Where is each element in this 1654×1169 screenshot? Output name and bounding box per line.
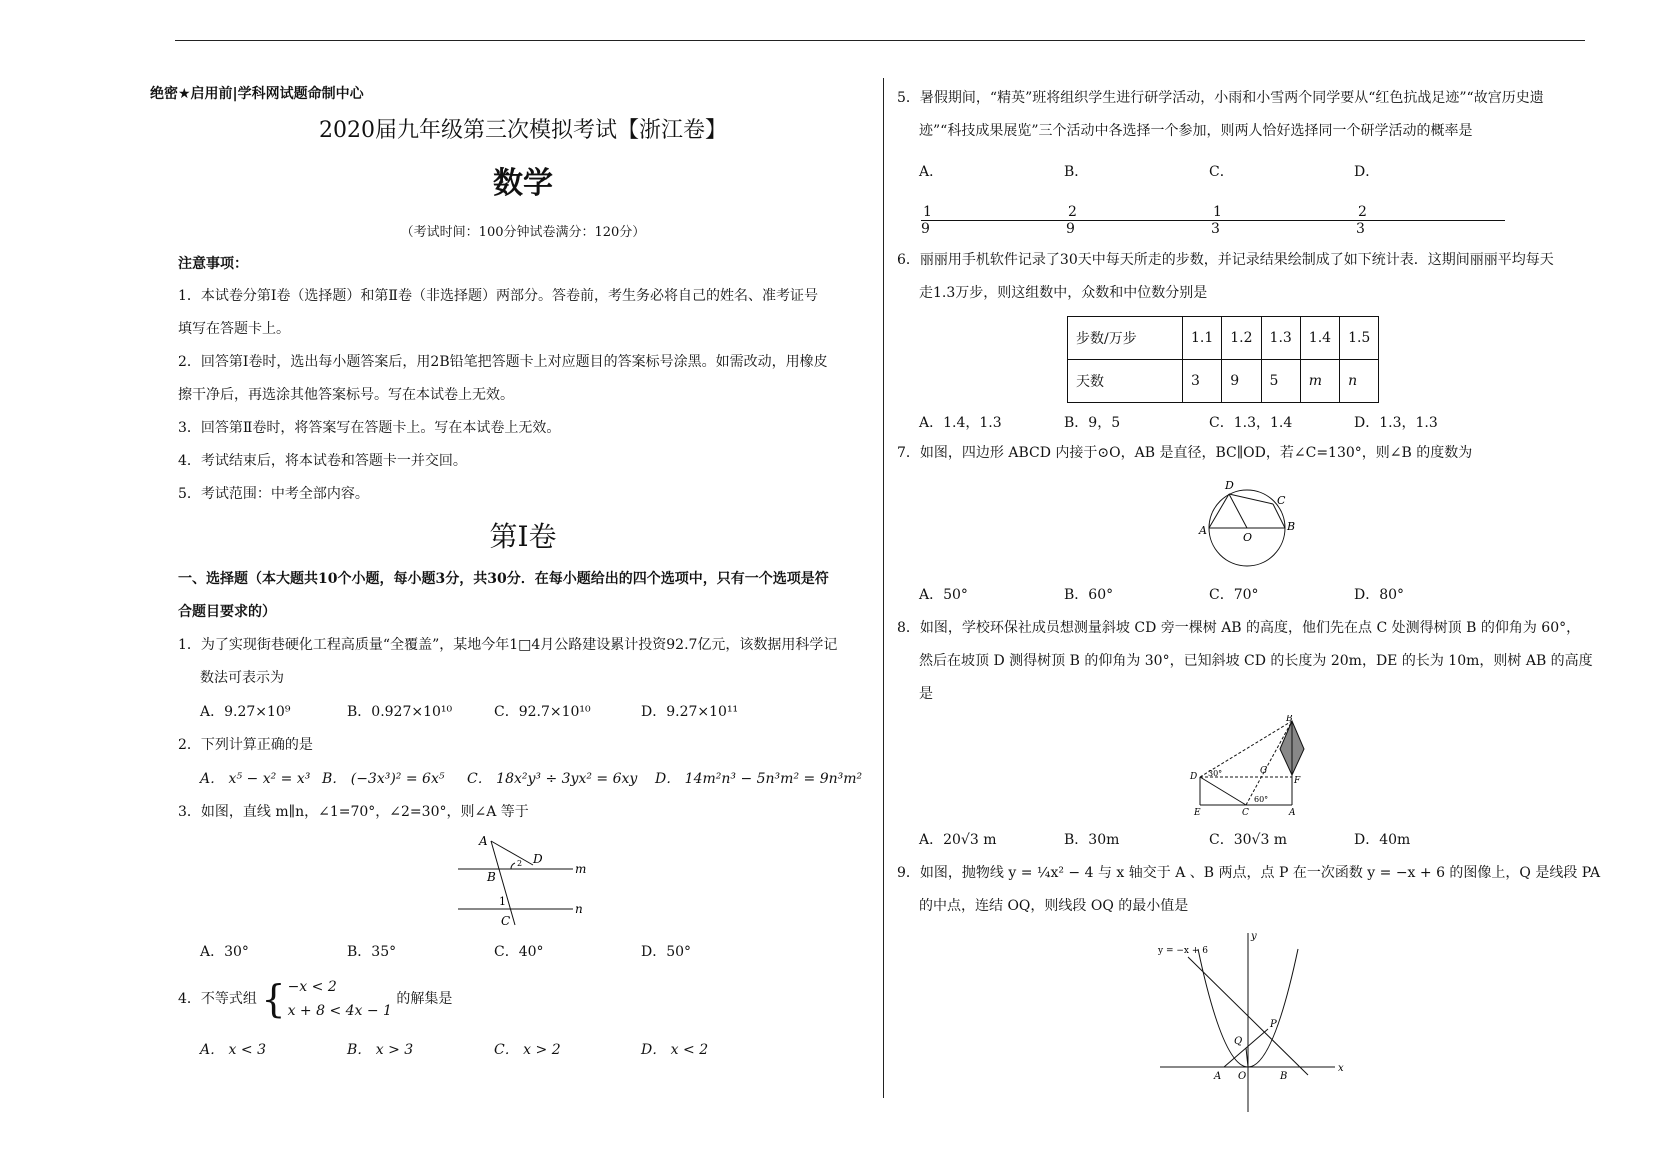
note-line: 填写在答题卡上。 (178, 321, 290, 337)
label-x: x (1337, 1063, 1344, 1074)
q1-options (178, 695, 868, 729)
q6-stem: 6．丽丽用手机软件记录了30天中每天所走的步数，并记录结果绘制成了如下统计表．这期间丽丽平均每天 (897, 252, 1554, 268)
right-column (897, 82, 1602, 1121)
option: A．20√3 m (919, 832, 997, 848)
table-cell: n (1340, 360, 1379, 403)
q1-stem: 1．为了实现街巷硬化工程高质量“全覆盖”，某地今年1□4月公路建设累计投资92.7亿元，该数据用科学记 (178, 637, 838, 653)
label-a: A (1288, 808, 1295, 818)
q8-stem-cont: 然后在坡顶 D 测得树顶 B 的仰角为 30°，已知斜坡 CD 的长度为 20m，DE 的长为 10m，则树 AB 的高度 (919, 653, 1593, 669)
table-cell: 1.5 (1340, 317, 1379, 360)
denominator: 3 (1211, 220, 1220, 237)
option: C．40° (494, 944, 544, 960)
q9-figure (1150, 927, 1350, 1117)
label-c: C (1241, 808, 1249, 818)
q8-options (897, 823, 1602, 857)
option: C． 18x²y³ ÷ 3yx² = 6xy (467, 771, 638, 787)
option: B．0.927×10¹⁰ (347, 704, 453, 720)
numerator: 2 (1066, 204, 1215, 221)
table-cell: 天数 (1068, 360, 1183, 403)
denominator: 9 (1066, 220, 1075, 237)
note-line: 3．回答第Ⅱ卷时，将答案写在答题卡上。写在本试卷上无效。 (178, 420, 561, 436)
q4-ineq-2: x + 8 < 4x − 1 (287, 1003, 392, 1019)
option: A．50° (919, 587, 968, 603)
q3-options (178, 935, 868, 969)
fraction (1356, 204, 1501, 237)
option: C． x > 2 (494, 1042, 561, 1058)
option: D．40m (1354, 832, 1411, 848)
label-b: B (1285, 715, 1293, 724)
option: C．30√3 m (1209, 832, 1288, 848)
label-p: P (1269, 1019, 1277, 1030)
option: C．1.3，1.4 (1209, 415, 1293, 431)
label-30: 30° (1207, 769, 1222, 778)
label-line: y = −x + 6 (1157, 946, 1208, 956)
q8-stem-cont2: 是 (919, 686, 933, 702)
label-y: y (1250, 931, 1257, 942)
label-c: C (501, 914, 511, 928)
segment-od (1229, 494, 1247, 528)
option: D． 14m²n³ − 5n³m² = 9n³m² (655, 771, 863, 787)
label-a: A (1213, 1071, 1221, 1082)
label-b: B (1279, 1071, 1287, 1082)
q9-stem-cont: 的中点，连结 OQ，则线段 OQ 的最小值是 (919, 898, 1189, 914)
q4-options (178, 1033, 868, 1067)
q8-stem: 8．如图，学校环保社成员想测量斜坡 CD 旁一棵树 AB 的高度，他们先在点 C 处测得树顶 B 的仰角为 60°， (897, 620, 1581, 636)
option (1064, 148, 1209, 244)
q4-stem (178, 975, 868, 1023)
denominator: 9 (921, 220, 930, 237)
note-line: 4．考试结束后，将本试卷和答题卡一并交回。 (178, 453, 467, 469)
exam-info: （考试时间：100分钟试卷满分：120分） (400, 225, 646, 240)
label-e: E (1193, 808, 1201, 818)
q8-figure (1180, 715, 1320, 819)
fraction (1066, 204, 1211, 237)
option: B．9，5 (1064, 415, 1121, 431)
label-o: O (1237, 1071, 1246, 1082)
label-a: A (1198, 524, 1207, 537)
q4-inequality-system (261, 975, 392, 1023)
q4-prefix: 4．不等式组 (178, 991, 257, 1007)
option: D． x < 2 (641, 1042, 709, 1058)
secret-mark: 绝密★启用前|学科网试题命制中心 (150, 86, 364, 102)
section-heading-cont: 合题目要求的） (178, 604, 276, 620)
option: C．70° (1209, 587, 1259, 603)
exam-title: 2020届九年级第三次模拟考试【浙江卷】 (319, 118, 727, 143)
numerator: 2 (1356, 204, 1505, 221)
label-n: n (575, 902, 583, 916)
q3-stem: 3．如图，直线 m∥n，∠1=70°，∠2=30°，则∠A 等于 (178, 804, 529, 820)
table-row (1068, 360, 1379, 403)
option-label: B． (1064, 164, 1089, 180)
option: B．60° (1064, 587, 1114, 603)
numerator: 1 (921, 204, 1070, 221)
table-cell: m (1300, 360, 1339, 403)
table-cell: 1.1 (1183, 317, 1222, 360)
option-label: A． (919, 164, 944, 180)
table-cell: 步数/万步 (1068, 317, 1183, 360)
label-m: m (575, 862, 587, 876)
label-c: C (1276, 494, 1285, 507)
option: B． x > 3 (347, 1042, 414, 1058)
label-q: Q (1233, 1036, 1242, 1047)
option: D．9.27×10¹¹ (641, 704, 739, 720)
option: C．92.7×10¹⁰ (494, 704, 591, 720)
q6-options (897, 409, 1602, 437)
option-label: C． (1209, 164, 1234, 180)
fraction (921, 204, 1066, 237)
note-line: 1．本试卷分第Ⅰ卷（选择题）和第Ⅱ卷（非选择题）两部分。答卷前，考生务必将自己的姓名、准考证号 (178, 288, 818, 304)
q7-stem: 7．如图，四边形 ABCD 内接于⊙O，AB 是直径，BC∥OD，若∠C=130°，则∠B 的度数为 (897, 445, 1473, 461)
volume-title: 第Ⅰ卷 (489, 520, 557, 553)
label-b: B (1286, 520, 1295, 533)
label-f: F (1293, 776, 1300, 786)
note-line: 擦干净后，再选涂其他答案标号。写在本试卷上无效。 (178, 387, 514, 403)
label-g: G (1259, 766, 1267, 776)
q4-ineq-1: −x < 2 (287, 979, 337, 995)
q4-suffix: 的解集是 (396, 991, 453, 1007)
numerator: 1 (1211, 204, 1360, 221)
q2-stem: 2．下列计算正确的是 (178, 737, 313, 753)
q5-stem: 5．暑假期间，“精英”班将组织学生进行研学活动，小雨和小雪两个同学要从“红色抗战足迹”“故宫历史遗 (897, 90, 1544, 106)
option: A． x < 3 (200, 1042, 266, 1058)
option: A．30° (200, 944, 249, 960)
q6-stem-cont: 走1.3万步，则这组数中，众数和中位数分别是 (919, 285, 1208, 301)
option: B．30m (1064, 832, 1120, 848)
table-cell: 1.2 (1222, 317, 1261, 360)
option: B． (−3x³)² = 6x⁵ (322, 771, 445, 787)
q5-stem-cont: 迹”“科技成果展览”三个活动中各选择一个参加，则两人恰好选择同一个研学活动的概率是 (919, 123, 1473, 139)
q9-stem: 9．如图，抛物线 y = ¼x² − 4 与 x 轴交于 A 、B 两点，点 P 在一次函数 y = −x + 6 的图像上，Q 是线段 PA (897, 865, 1601, 881)
option: D．1.3，1.3 (1354, 415, 1438, 431)
notes-heading: 注意事项： (178, 256, 248, 272)
section-heading: 一、选择题（本大题共10个小题，每小题3分，共30分．在每小题给出的四个选项中，只有一个选项是符 (178, 571, 829, 587)
slope-dc (1200, 777, 1246, 805)
label-2: 2 (517, 859, 523, 868)
q1-stem-cont: 数法可表示为 (200, 670, 284, 686)
table-cell: 5 (1261, 360, 1300, 403)
option: A．1.4，1.3 (919, 415, 1002, 431)
label-o: O (1242, 531, 1252, 544)
table-cell: 1.3 (1261, 317, 1300, 360)
table-cell: 9 (1222, 360, 1261, 403)
option: D．80° (1354, 587, 1405, 603)
left-column (150, 82, 868, 1067)
option: D．50° (641, 944, 692, 960)
label-1: 1 (499, 895, 506, 908)
table-cell: 3 (1183, 360, 1222, 403)
segment-ad (1209, 494, 1229, 528)
column-divider (883, 78, 884, 1098)
q5-options (897, 148, 1602, 244)
q7-options (897, 578, 1602, 612)
q3-figure (453, 833, 593, 931)
denominator: 3 (1356, 220, 1365, 237)
angle-2-arc (511, 863, 515, 869)
brace-icon: { (261, 977, 286, 1021)
option: A．9.27×10⁹ (200, 704, 291, 720)
label-60: 60° (1253, 795, 1268, 804)
option: A． x⁵ − x² = x³ (200, 771, 311, 787)
q6-stats-table (1067, 316, 1379, 403)
label-b: B (487, 870, 496, 884)
subject-title: 数学 (493, 166, 553, 201)
header-rule (175, 40, 1585, 41)
fraction (1211, 204, 1356, 237)
q2-options (178, 762, 868, 796)
label-d: D (1189, 772, 1197, 782)
sight-cb (1246, 721, 1292, 805)
option (1354, 148, 1499, 244)
note-line: 2．回答第Ⅰ卷时，选出每小题答案后，用2B铅笔把答题卡上对应题目的答案标号涂黑。如需改动，用橡皮 (178, 354, 828, 370)
note-line: 5．考试范围：中考全部内容。 (178, 486, 369, 502)
table-cell: 1.4 (1300, 317, 1339, 360)
label-d: D (533, 852, 543, 866)
label-a: A (479, 834, 488, 848)
option (919, 148, 1064, 244)
label-d: D (1224, 479, 1234, 492)
q7-figure (1195, 474, 1305, 574)
option-label: D． (1354, 164, 1380, 180)
option: B．35° (347, 944, 397, 960)
option (1209, 148, 1354, 244)
table-row (1068, 317, 1379, 360)
